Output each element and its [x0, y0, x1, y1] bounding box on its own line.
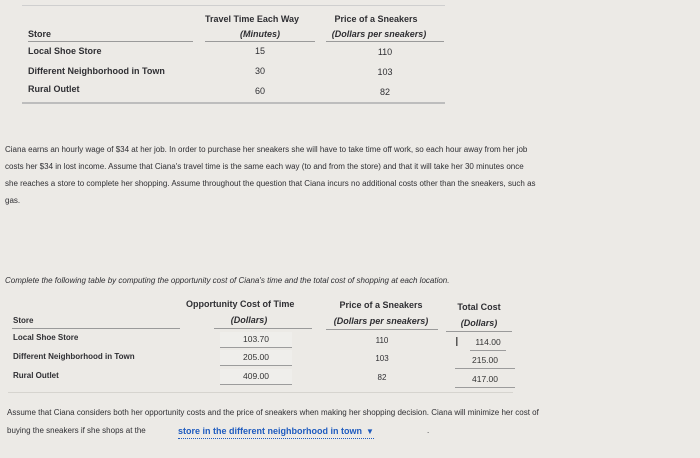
table1-bottom-border — [22, 102, 445, 104]
t2-row-price: 103 — [375, 354, 389, 363]
t1-row-travel: 15 — [254, 46, 265, 56]
t2-header-price-title: Price of a Sneakers — [339, 300, 423, 310]
opportunity-cost-input[interactable]: 103.70 — [220, 332, 292, 348]
t1-header-underline-travel — [205, 41, 315, 42]
paragraph-line: gas. — [5, 196, 21, 205]
t1-header-underline-price — [326, 41, 444, 42]
paragraph-line: she reaches a store to complete her shopping. Assume throughout the question that Ciana incurs no additional costs other than the sneakers, such as — [5, 179, 536, 188]
opportunity-cost-input[interactable]: 409.00 — [220, 369, 292, 385]
t1-row-travel: 30 — [254, 66, 265, 76]
t1-row-travel: 60 — [254, 86, 265, 96]
t2-header-underline-total — [446, 331, 512, 332]
t2-header-underline-price — [326, 329, 438, 330]
instruction-text: Complete the following table by computing the opportunity cost of Ciana's time and the total cost of shopping at each location. — [5, 276, 450, 285]
t1-row-store: Different Neighborhood in Town — [28, 66, 165, 76]
t1-header-price-title: Price of a Sneakers — [334, 14, 418, 24]
t1-row-store: Local Shoe Store — [28, 46, 102, 56]
t2-header-total-title: Total Cost — [457, 302, 501, 312]
store-choice-dropdown[interactable] — [178, 424, 374, 439]
t1-header-travel-unit: (Minutes) — [240, 29, 280, 39]
dropdown-selected-value: store in the different neighborhood in town — [178, 426, 362, 436]
conclusion-period: . — [427, 426, 430, 435]
t1-header-store: Store — [28, 29, 52, 39]
t1-header-price-unit: (Dollars per sneakers) — [331, 29, 427, 39]
caret-down-icon: ▼ — [366, 427, 374, 436]
t2-header-underline-opp — [214, 328, 312, 329]
t2-header-opp-title: Opportunity Cost of Time — [186, 299, 295, 309]
t2-row-store: Rural Outlet — [13, 371, 59, 380]
t1-row-price: 82 — [379, 87, 390, 97]
t1-header-travel-title: Travel Time Each Way — [205, 14, 300, 24]
t2-row-price: 82 — [377, 373, 387, 382]
t2-row-store: Local Shoe Store — [13, 333, 79, 342]
table2-bottom-border — [8, 392, 513, 393]
conclusion-line1: Assume that Ciana considers both her opportunity costs and the price of sneakers when making her shopping decision. Ciana will minimize her cost of — [7, 408, 539, 417]
opportunity-cost-input[interactable]: 205.00 — [220, 350, 292, 366]
total-cost-input[interactable]: 114.00 — [470, 335, 506, 351]
t1-row-price: 110 — [377, 47, 393, 57]
context-paragraph — [5, 141, 695, 209]
total-cost-input[interactable]: 215.00 — [455, 353, 515, 369]
t2-header-opp-unit: (Dollars) — [230, 315, 268, 325]
t2-row-price: 110 — [375, 336, 389, 345]
conclusion-line2-prefix: buying the sneakers if she shops at the — [7, 426, 146, 435]
t1-row-price: 103 — [377, 67, 393, 77]
text-cursor-icon: I — [455, 334, 459, 349]
t1-row-store: Rural Outlet — [28, 84, 80, 94]
paragraph-line: Ciana earns an hourly wage of $34 at her job. In order to purchase her sneakers she will have to take time off work, so each hour away from her job — [5, 145, 528, 154]
t2-header-underline-store — [12, 328, 180, 329]
t2-header-store: Store — [13, 316, 34, 325]
t1-header-underline-store — [28, 41, 193, 42]
t2-header-total-unit: (Dollars) — [460, 318, 498, 328]
total-cost-input[interactable]: 417.00 — [455, 372, 515, 388]
t2-header-price-unit: (Dollars per sneakers) — [333, 316, 429, 326]
t2-row-store: Different Neighborhood in Town — [13, 352, 135, 361]
paragraph-line: costs her $34 in lost income. Assume that Ciana's travel time is the same each way (to and from the store) and that it will take her 30 minutes once — [5, 162, 524, 171]
table1-top-border — [22, 5, 445, 6]
